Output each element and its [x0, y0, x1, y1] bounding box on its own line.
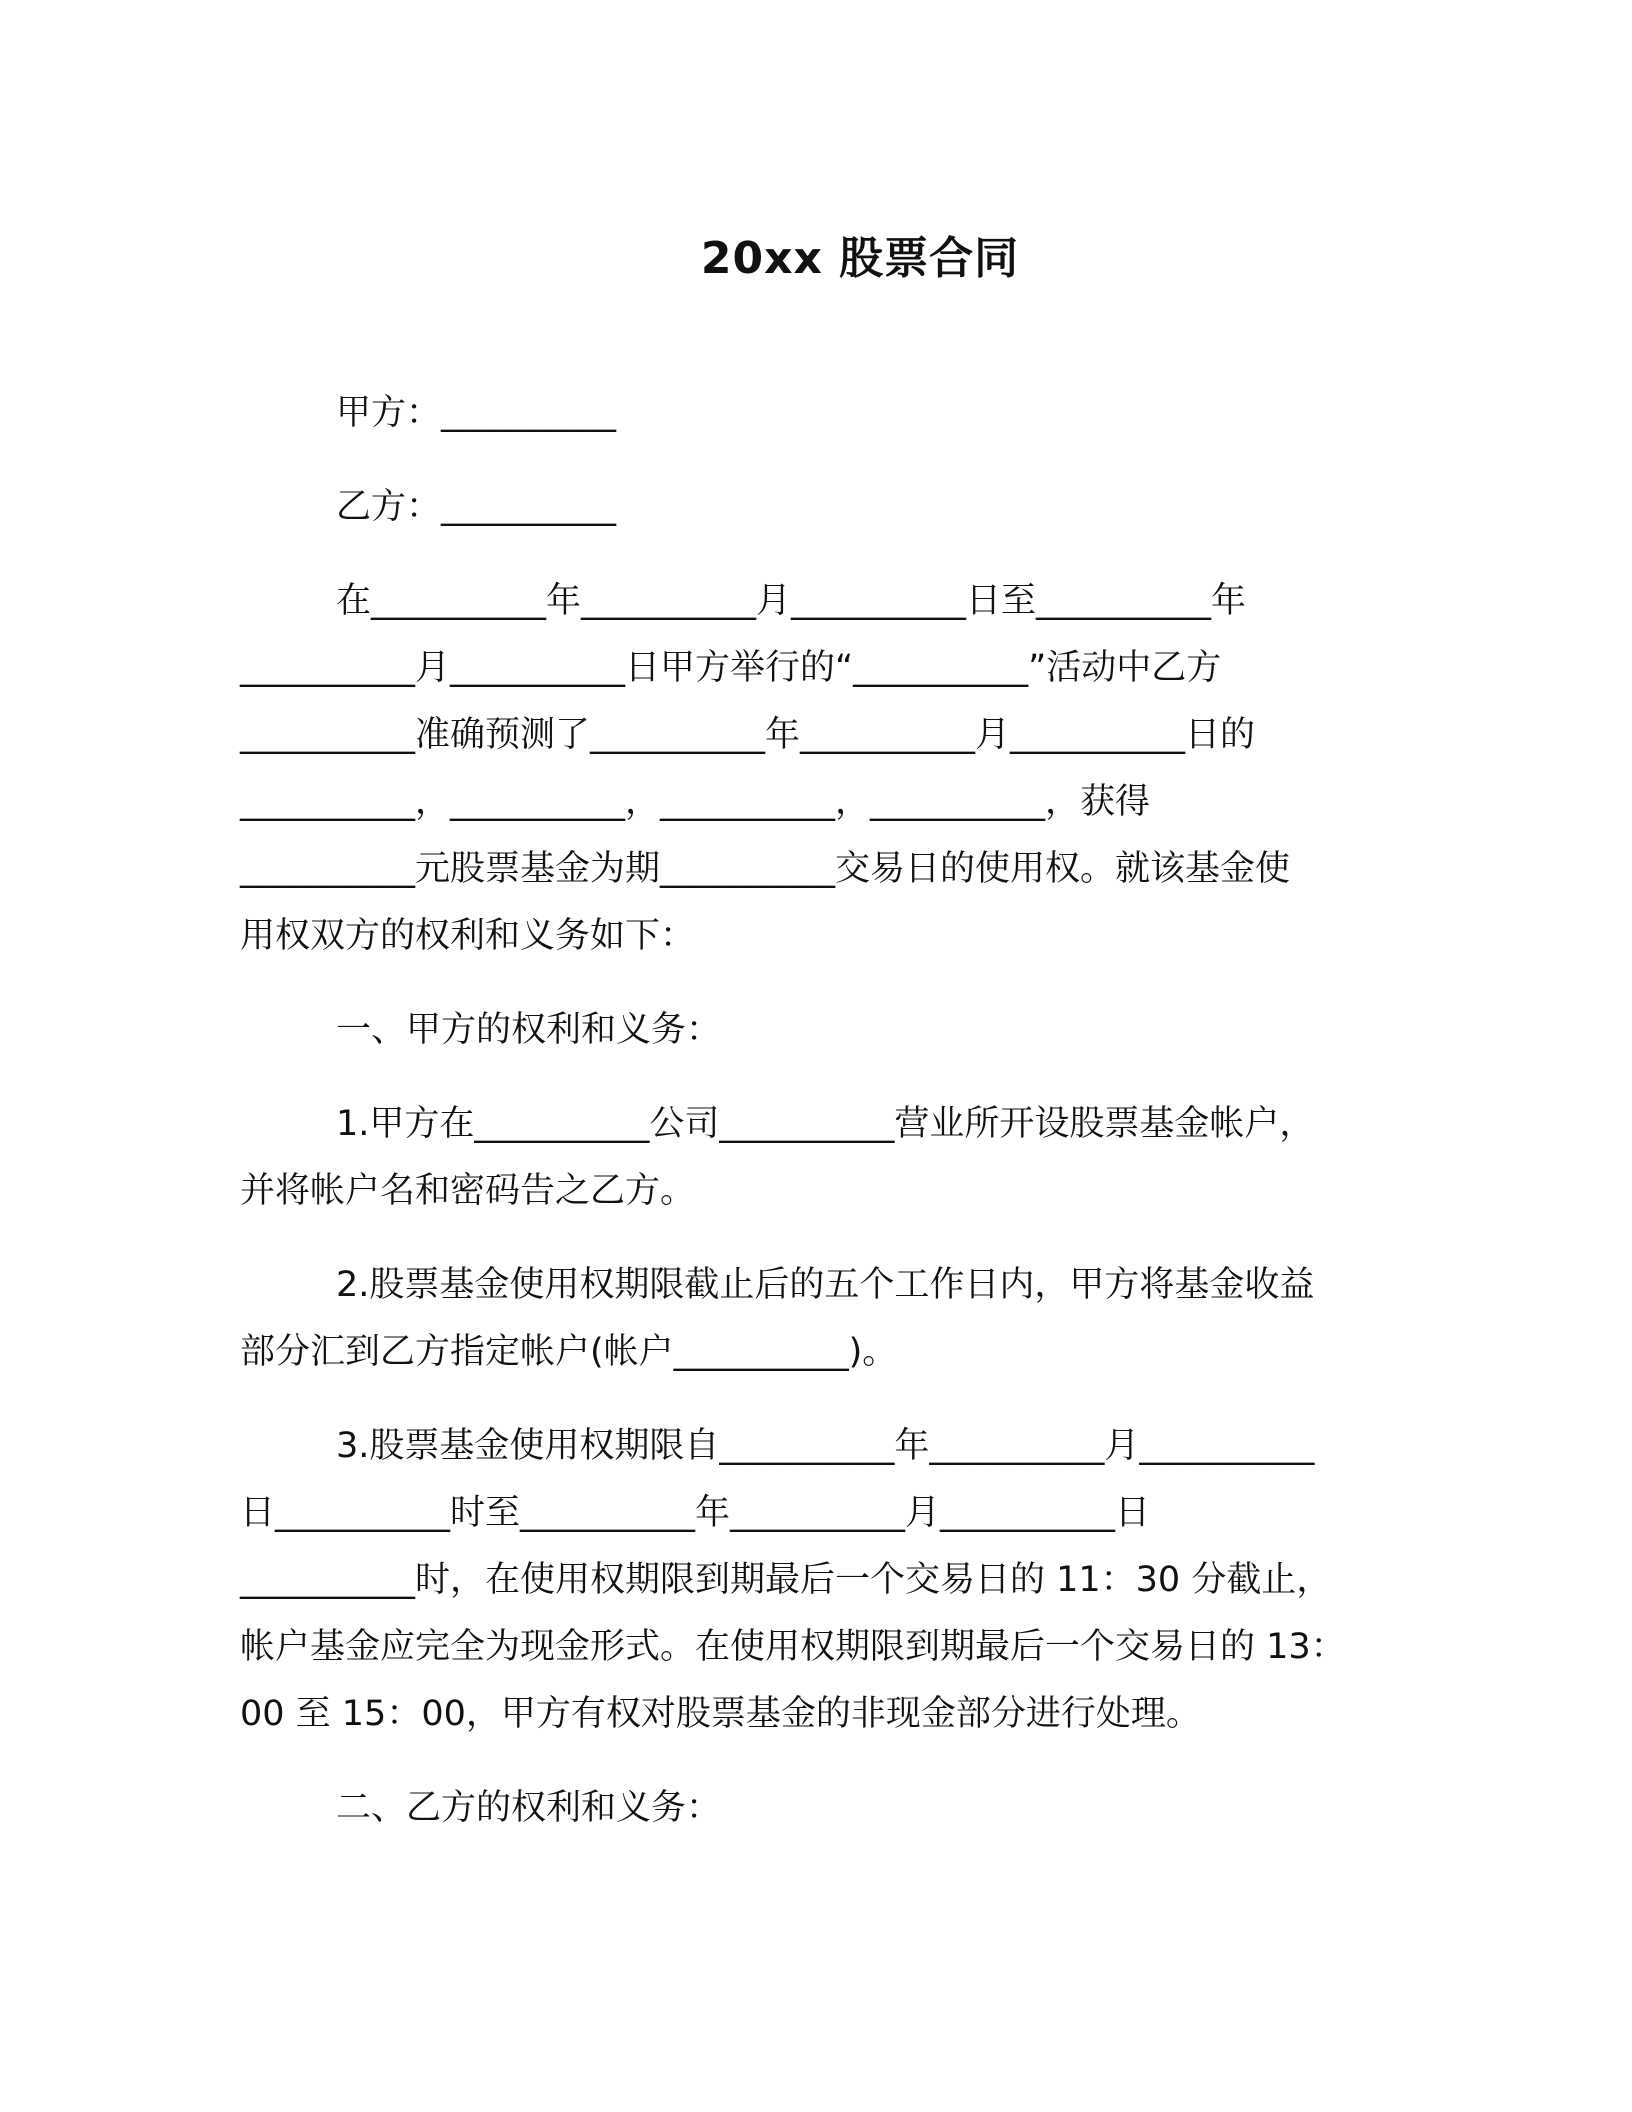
- intro-paragraph: [240, 568, 1390, 970]
- item-1-line: 并将帐户名和密码告之乙方。: [240, 1171, 696, 1211]
- item-3-line: 帐户基金应完全为现金形式。在使用权期限到期最后一个交易日的 13：: [240, 1627, 1346, 1667]
- section-2-heading: 二、乙方的权利和义务：: [336, 1788, 722, 1828]
- intro-line: __________月__________日甲方举行的“__________”活动中乙方: [240, 648, 1222, 688]
- item-3-line: 日__________时至__________年__________月__________日: [240, 1493, 1151, 1533]
- party-b-line: 乙方：__________: [336, 487, 617, 527]
- item-3-line: 3.股票基金使用权期限自__________年__________月__________: [336, 1426, 1315, 1466]
- intro-line: __________元股票基金为期__________交易日的使用权。就该基金使: [240, 849, 1291, 889]
- item-3-line: __________时，在使用权期限到期最后一个交易日的 11：30 分截止，: [240, 1560, 1332, 1600]
- item-1-line: 1.甲方在__________公司__________营业所开设股票基金帐户，: [336, 1104, 1315, 1144]
- item-3-line: 00 至 15：00，甲方有权对股票基金的非现金部分进行处理。: [240, 1694, 1201, 1734]
- item-2-paragraph: [240, 1252, 1390, 1386]
- section-1-heading: 一、甲方的权利和义务：: [336, 1010, 722, 1050]
- party-a-line: 甲方：__________: [336, 393, 617, 433]
- item-1-paragraph: [240, 1091, 1390, 1225]
- intro-line: 用权双方的权利和义务如下：: [240, 916, 696, 956]
- document-title: 20xx 股票合同: [700, 233, 1020, 284]
- document-body: [240, 380, 1390, 1842]
- intro-line: 在__________年__________月__________日至__________年: [336, 581, 1247, 621]
- intro-line: __________，__________，__________，__________，获得: [240, 782, 1151, 822]
- intro-line: __________准确预测了__________年__________月__________日的: [240, 715, 1256, 755]
- item-2-line: 2.股票基金使用权期限截止后的五个工作日内，甲方将基金收益: [336, 1265, 1315, 1305]
- item-2-line: 部分汇到乙方指定帐户(帐户__________)。: [240, 1332, 898, 1372]
- item-3-paragraph: [240, 1413, 1390, 1748]
